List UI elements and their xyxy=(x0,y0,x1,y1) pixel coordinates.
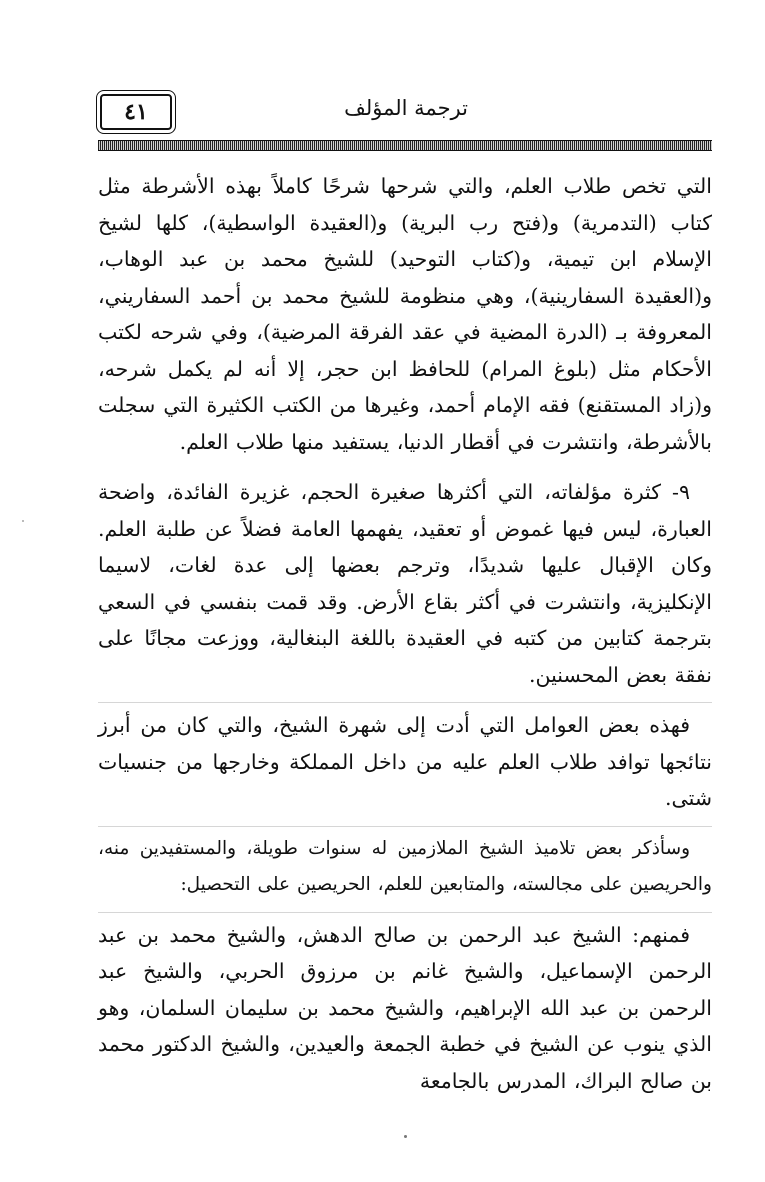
footer-dot xyxy=(404,1135,407,1138)
running-title: ترجمة المؤلف xyxy=(344,96,468,120)
paragraph-4: وسأذكر بعض تلاميذ الشيخ الملازمين له سنوات طويلة، والمستفيدين منه، والحريصين على مجالسته، والمتابعين للعلم، الحريصين على التحصيل: xyxy=(98,837,712,895)
divider xyxy=(98,826,712,827)
body-text xyxy=(98,168,712,1099)
header-rule xyxy=(98,140,712,151)
page-number: ٤١ xyxy=(100,94,172,130)
scan-speck xyxy=(22,520,24,522)
paragraph-2: ٩- كثرة مؤلفاته، التي أكثرها صغيرة الحجم، غزيرة الفائدة، واضحة العبارة، ليس فيها غموض أو تعقيد، يفهمها العامة فضلاً عن طلبة العلم. وكان الإقبال عليها شديدًا، وترجم بعضها إلى عدة لغات، لاسيما الإنكليزية، وانتشرت في أكثر بقاع الأرض. وقد قمت بنفسي في السعي بترجمة كتابين من كتبه في العقيدة باللغة البنغالية، ووزعت مجانًا على نفقة بعض المحسنين. xyxy=(98,480,712,687)
paragraph-3: فهذه بعض العوامل التي أدت إلى شهرة الشيخ، والتي كان من أبرز نتائجها توافد طلاب العلم عليه من داخل المملكة وخارجها من جنسيات شتى. xyxy=(98,713,712,810)
paragraph-5: فمنهم: الشيخ عبد الرحمن بن صالح الدهش، والشيخ محمد بن عبد الرحمن الإسماعيل، والشيخ غانم بن مرزوق الحربي، والشيخ عبد الرحمن بن عبد الله الإبراهيم، والشيخ محمد بن سليمان السلمان، وهو الذي ينوب عن الشيخ في خطبة الجمعة والعيدين، والشيخ الدكتور محمد بن صالح البراك، المدرس بالجامعة xyxy=(98,922,712,1093)
divider xyxy=(98,912,712,913)
page-header xyxy=(98,92,712,134)
paragraph-1: التي تخص طلاب العلم، والتي شرحها شرحًا كاملاً بهذه الأشرطة مثل كتاب (التدمرية) و(فتح رب البرية) و(العقيدة الواسطية)، كلها لشيخ الإسلام ابن تيمية، و(كتاب التوحيد) للشيخ محمد بن عبد الوهاب، و(العقيدة السفارينية)، وهي منظومة للشيخ محمد بن أحمد السفاريني، المعروفة بـ (الدرة المضية في عقد الفرقة المرضية)، وفي شرحه لكتب الأحكام مثل (بلوغ المرام) للحافظ ابن حجر، إلا أنه لم يكمل شرحه، و(زاد المستقنع) فقه الإمام أحمد، وغيرها من الكتب الكثيرة التي سجلت بالأشرطة، وانتشرت في أقطار الدنيا، يستفيد منها طلاب العلم. xyxy=(98,174,712,454)
divider xyxy=(98,702,712,703)
